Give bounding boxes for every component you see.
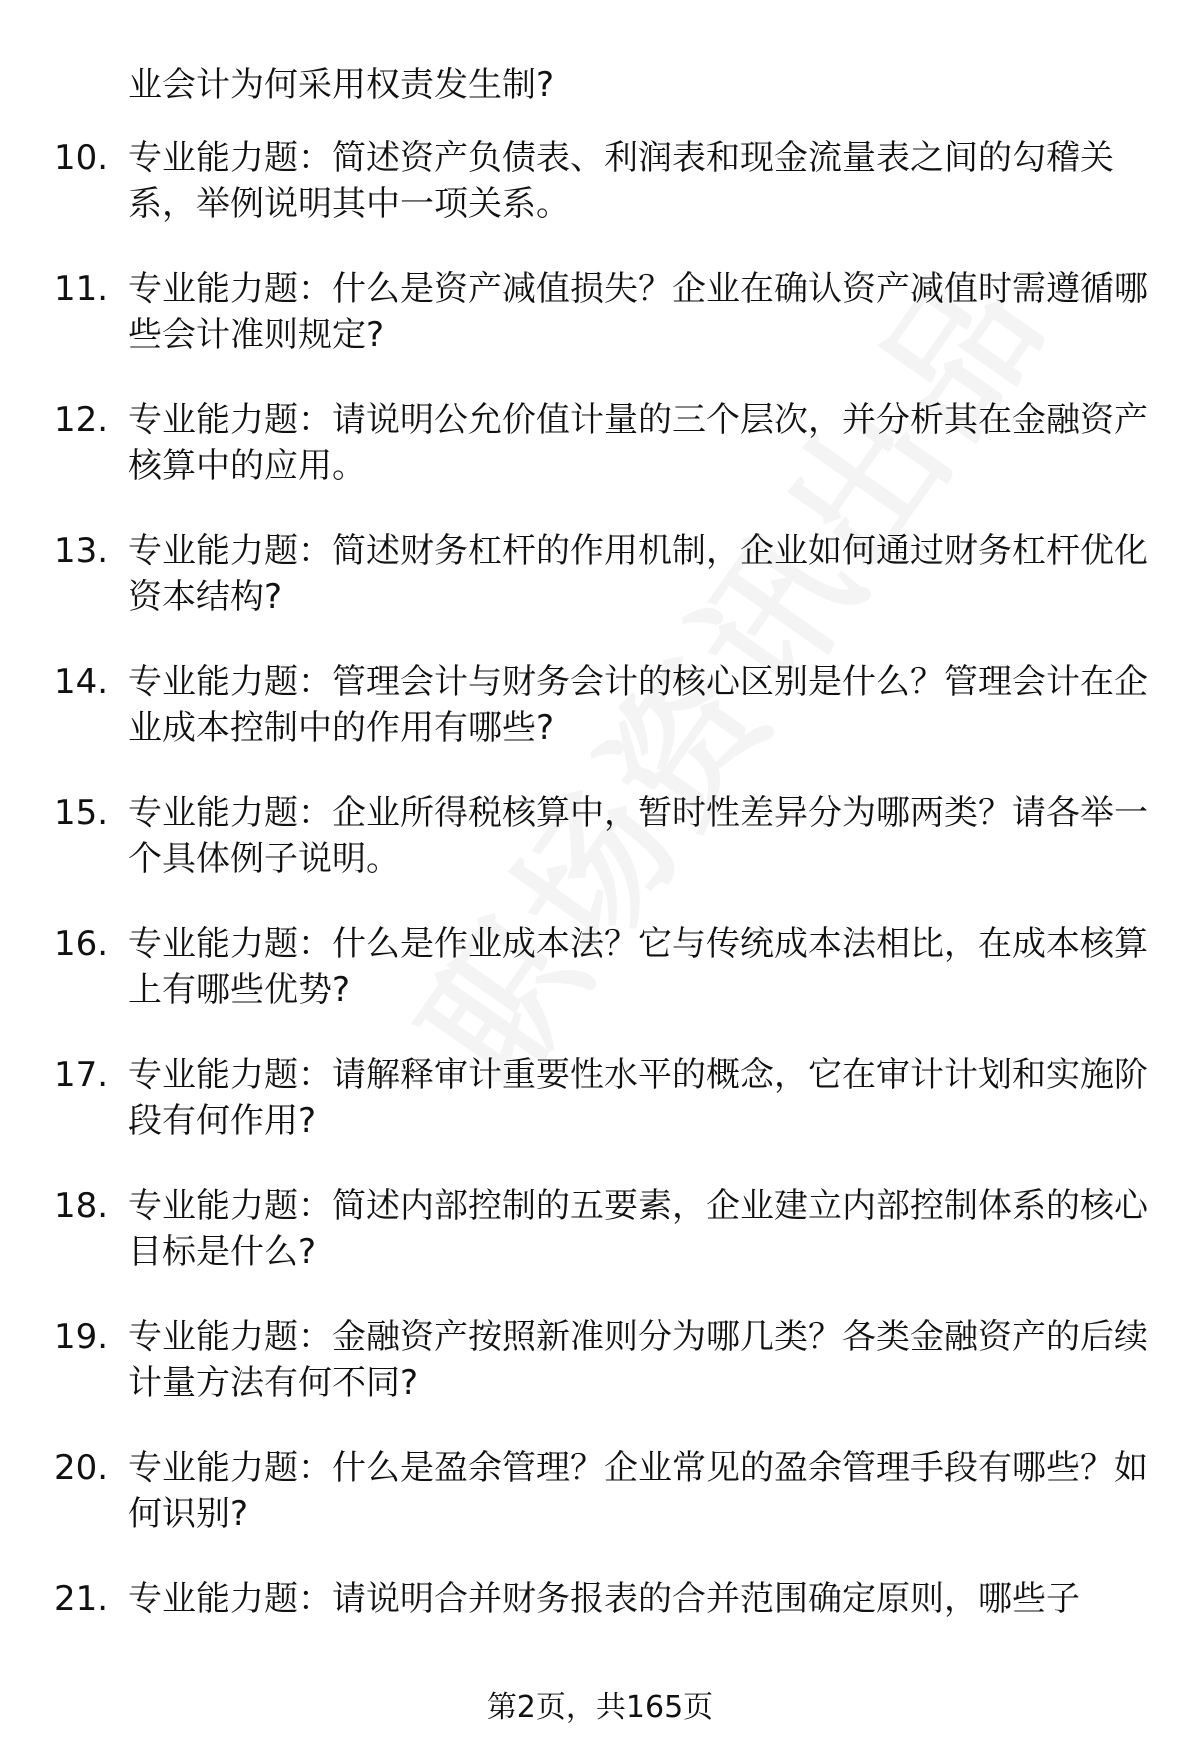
question-number: 18.: [54, 1186, 109, 1226]
question-number: 20.: [54, 1448, 109, 1488]
question-number: 17.: [54, 1055, 109, 1095]
question-item: [0, 1445, 1200, 1537]
question-number: 14.: [54, 662, 109, 702]
page-footer: 第2页，共165页: [486, 1690, 714, 1725]
continued-question-text: 业会计为何采用权责发生制?: [128, 65, 555, 105]
question-number: 12.: [54, 400, 109, 440]
question-number: 11.: [54, 269, 109, 309]
question-number: 15.: [54, 793, 109, 833]
question-item: [0, 659, 1200, 751]
question-number: 10.: [54, 138, 109, 178]
question-text: 专业能力题：什么是资产减值损失？企业在确认资产减值时需遵循哪些会计准则规定?: [128, 269, 1148, 355]
question-text: 专业能力题：企业所得税核算中，暂时性差异分为哪两类？请各举一个具体例子说明。: [128, 793, 1148, 879]
question-item: [0, 1183, 1200, 1275]
question-text: 专业能力题：什么是作业成本法？它与传统成本法相比，在成本核算上有哪些优势?: [128, 924, 1148, 1010]
question-text: 专业能力题：管理会计与财务会计的核心区别是什么？管理会计在企业成本控制中的作用有哪些?: [128, 662, 1148, 748]
question-text: 专业能力题：简述财务杠杆的作用机制，企业如何通过财务杠杆优化资本结构?: [128, 531, 1148, 617]
question-text: 专业能力题：简述内部控制的五要素，企业建立内部控制体系的核心目标是什么?: [128, 1186, 1148, 1272]
question-list: [0, 135, 1200, 1661]
question-item: [0, 1576, 1200, 1622]
question-text: 专业能力题：请解释审计重要性水平的概念，它在审计计划和实施阶段有何作用?: [128, 1055, 1148, 1141]
question-item: [0, 397, 1200, 489]
question-item: [0, 921, 1200, 1013]
question-text: 专业能力题：什么是盈余管理？企业常见的盈余管理手段有哪些？如何识别?: [128, 1448, 1148, 1534]
question-text: 专业能力题：简述资产负债表、利润表和现金流量表之间的勾稽关系，举例说明其中一项关系。: [128, 138, 1114, 224]
question-item: [0, 266, 1200, 358]
question-item: [0, 1052, 1200, 1144]
question-item: [0, 528, 1200, 620]
question-item: [0, 1314, 1200, 1406]
question-text: 专业能力题：金融资产按照新准则分为哪几类？各类金融资产的后续计量方法有何不同?: [128, 1317, 1148, 1403]
question-number: 21.: [54, 1579, 109, 1619]
question-text: 专业能力题：请说明公允价值计量的三个层次，并分析其在金融资产核算中的应用。: [128, 400, 1148, 486]
question-number: 13.: [54, 531, 109, 571]
question-item: [0, 135, 1200, 227]
question-text: 专业能力题：请说明合并财务报表的合并范围确定原则，哪些子: [128, 1579, 1080, 1619]
question-number: 19.: [54, 1317, 109, 1357]
question-item: [0, 790, 1200, 882]
question-number: 16.: [54, 924, 109, 964]
